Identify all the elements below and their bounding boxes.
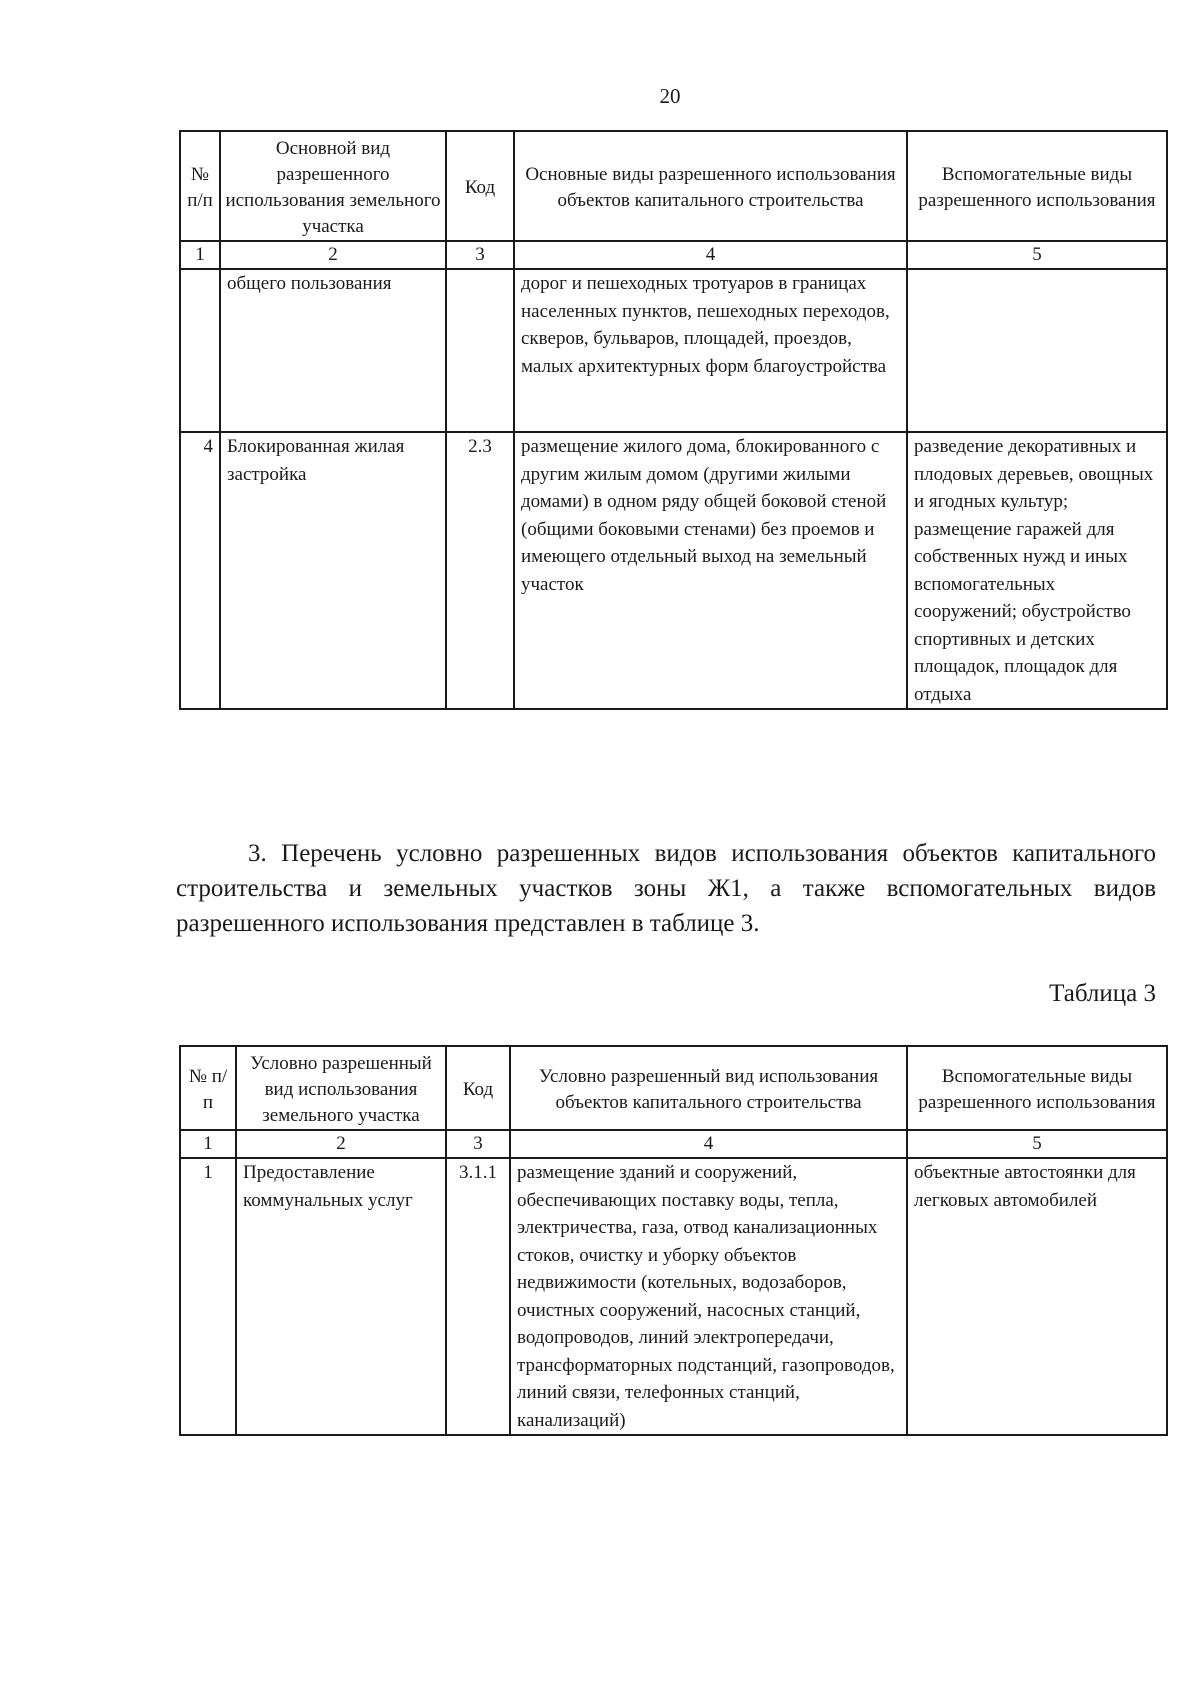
header-number: № п/п — [180, 131, 220, 241]
header-main-use: Основные виды разрешенного использования объектов капитального строительства — [514, 131, 907, 241]
row-number: 4 — [180, 432, 220, 709]
header-number: № п/п — [180, 1046, 236, 1130]
header-code: Код — [446, 131, 514, 241]
row-aux-use: объектные автостоянки для легковых автомобилей — [907, 1158, 1167, 1435]
table-header-row — [180, 1046, 1167, 1130]
row-land-use-type: общего пользования — [220, 269, 446, 432]
row-land-use-type: Предоставление коммунальных услуг — [236, 1158, 446, 1435]
row-main-use: размещение зданий и сооружений, обеспечивающих поставку воды, тепла, электричества, газа, отвод канализационных стоков, очистку и уборку объектов недвижимости (котельных, водозаборов, очистных сооружений, насосных станций, водопроводов, линий электропередачи, трансформаторных подстанций, газопроводов, линий связи, телефонных станций, канализаций) — [510, 1158, 907, 1435]
column-number: 4 — [510, 1130, 907, 1158]
column-number: 5 — [907, 1130, 1167, 1158]
table-row — [180, 1158, 1167, 1435]
column-number: 2 — [236, 1130, 446, 1158]
column-number-row — [180, 1130, 1167, 1158]
row-main-use: размещение жилого дома, блокированного с другим жилым домом (другими жилыми домами) в одном ряду общей боковой стеной (общими боковыми стенами) без проемов и имеющего отдельный выход на земельный участок — [514, 432, 907, 709]
row-code: 3.1.1 — [446, 1158, 510, 1435]
column-number: 3 — [446, 241, 514, 269]
table-2-continuation — [179, 130, 1168, 710]
page-number: 20 — [659, 84, 681, 108]
header-land-use-type: Условно разрешенный вид использования земельного участка — [236, 1046, 446, 1130]
paragraph-3: 3. Перечень условно разрешенных видов использования объектов капитального строительства и земельных участков зоны Ж1, а также вспомогательных видов разрешенного использования представлен в таблице 3. — [176, 840, 1156, 937]
header-aux-use: Вспомогательные виды разрешенного использования — [907, 131, 1167, 241]
table-row — [180, 432, 1167, 709]
row-code: 2.3 — [446, 432, 514, 709]
row-number: 1 — [180, 1158, 236, 1435]
row-code — [446, 269, 514, 432]
table-row — [180, 269, 1167, 432]
column-number: 3 — [446, 1130, 510, 1158]
header-aux-use: Вспомогательные виды разрешенного использования — [907, 1046, 1167, 1130]
row-main-use: дорог и пешеходных тротуаров в границах населенных пунктов, пешеходных переходов, скверов, бульваров, площадей, проездов, малых архитектурных форм благоустройства — [514, 269, 907, 432]
header-land-use-type: Основной вид разрешенного использования земельного участка — [220, 131, 446, 241]
column-number-row — [180, 241, 1167, 269]
table-3 — [179, 1045, 1168, 1436]
row-aux-use — [907, 269, 1167, 432]
column-number: 1 — [180, 1130, 236, 1158]
column-number: 5 — [907, 241, 1167, 269]
header-code: Код — [446, 1046, 510, 1130]
column-number: 4 — [514, 241, 907, 269]
table-header-row — [180, 131, 1167, 241]
row-aux-use: разведение декоративных и плодовых деревьев, овощных и ягодных культур; размещение гаражей для собственных нужд и иных вспомогательных сооружений; обустройство спортивных и детских площадок, площадок для отдыха — [907, 432, 1167, 709]
row-land-use-type: Блокированная жилая застройка — [220, 432, 446, 709]
header-main-use: Условно разрешенный вид использования объектов капитального строительства — [510, 1046, 907, 1130]
column-number: 1 — [180, 241, 220, 269]
table-3-caption: Таблица 3 — [1049, 980, 1156, 1007]
column-number: 2 — [220, 241, 446, 269]
row-number — [180, 269, 220, 432]
